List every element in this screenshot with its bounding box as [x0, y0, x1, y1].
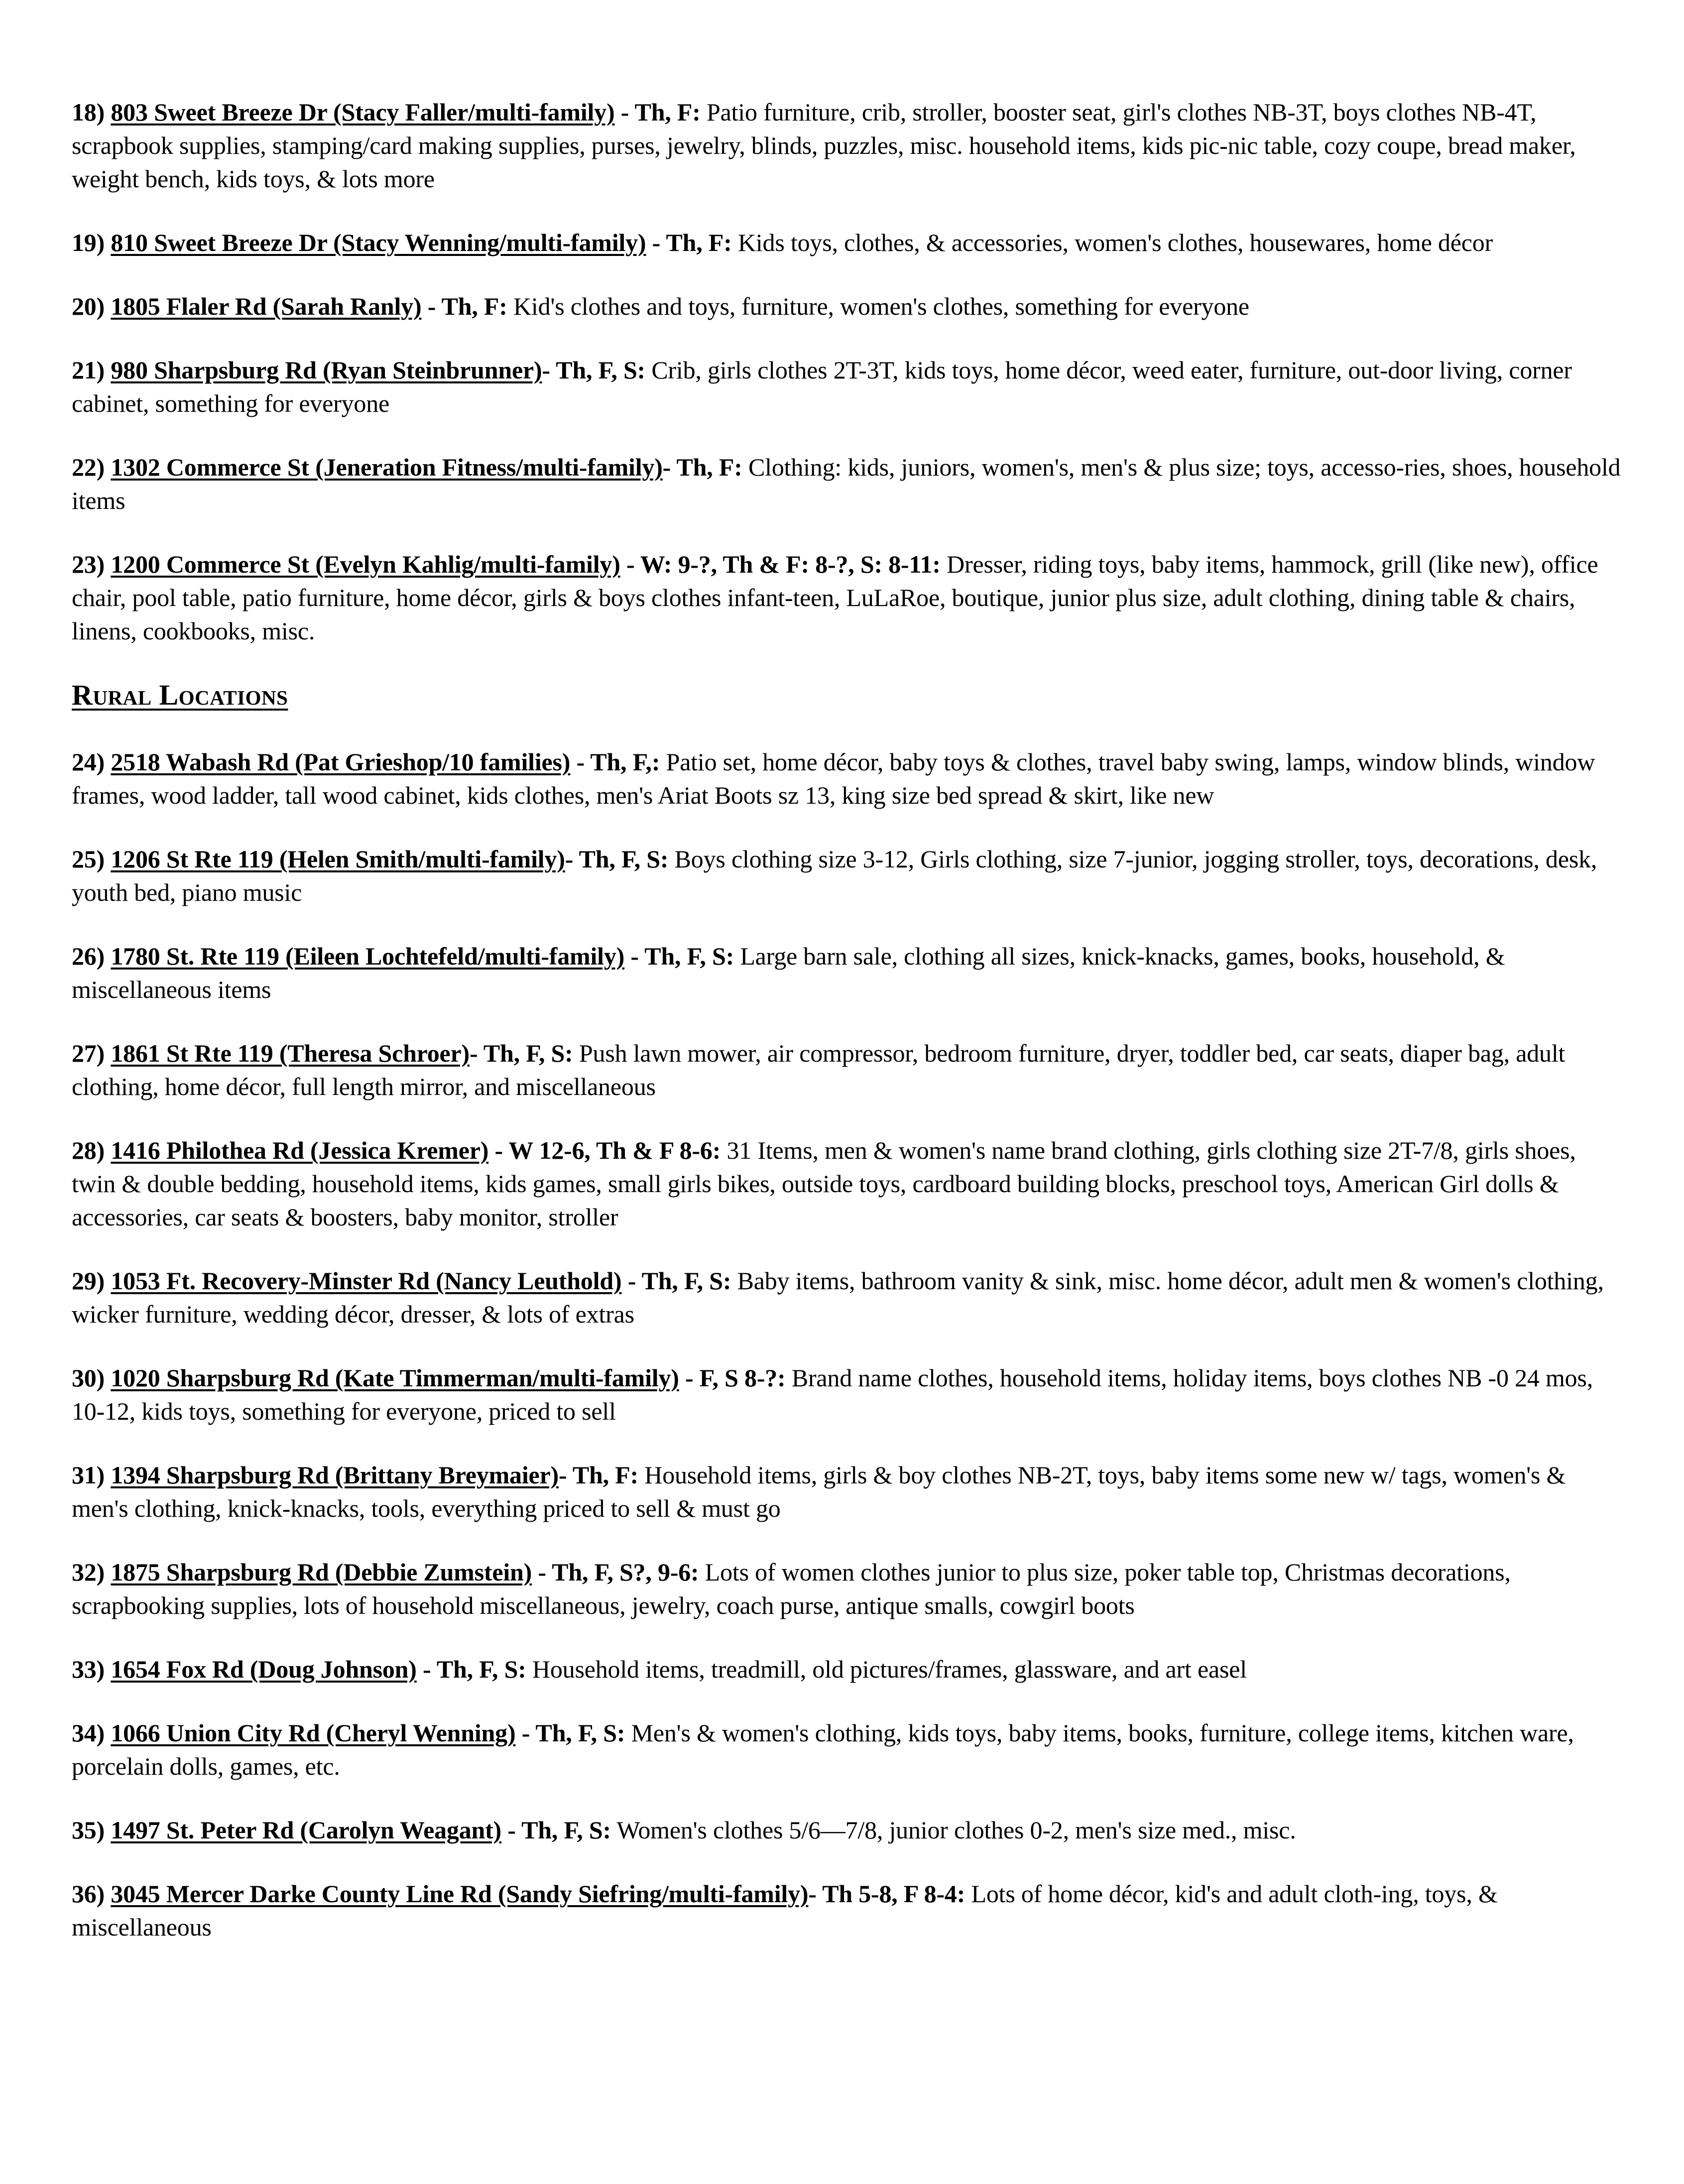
entry-address: 1780 St. Rte 119 (Eileen Lochtefeld/multi-family) — [111, 942, 625, 970]
entry-number: 29) — [72, 1267, 105, 1295]
entry-days: - Th, F, S: — [621, 1267, 731, 1295]
entry-address: 1053 Ft. Recovery-Minster Rd (Nancy Leuthold) — [111, 1267, 622, 1295]
entry-address: 1861 St Rte 119 (Theresa Schroer) — [111, 1039, 470, 1067]
entry-address: 1066 Union City Rd (Cheryl Wenning) — [111, 1719, 516, 1747]
entry-address: 3045 Mercer Darke County Line Rd (Sandy Siefring/multi-family) — [111, 1880, 809, 1908]
sale-entry — [72, 1458, 1625, 1525]
entry-number: 24) — [72, 748, 105, 776]
entry-number: 19) — [72, 229, 105, 256]
entry-number: 23) — [72, 550, 105, 578]
entry-days: - Th, F, S: — [470, 1039, 573, 1067]
entry-number: 36) — [72, 1880, 105, 1908]
entry-days: - Th, F, S: — [542, 356, 646, 384]
entry-address: 1654 Fox Rd (Doug Johnson) — [111, 1655, 417, 1683]
entry-days: - Th, F: — [421, 292, 507, 320]
entry-address: 2518 Wabash Rd (Pat Grieshop/10 families) — [111, 748, 571, 776]
entry-address: 1302 Commerce St (Jeneration Fitness/multi-family) — [111, 453, 663, 481]
entry-days: - Th 5-8, F 8-4: — [808, 1880, 965, 1908]
entry-days: - Th, F: — [646, 229, 732, 256]
entry-address: 1875 Sharpsburg Rd (Debbie Zumstein) — [111, 1558, 532, 1586]
entry-number: 31) — [72, 1461, 105, 1489]
entry-items: 31 Items, men & women's name brand clothing, girls clothing size 2T-7/8, girls shoes, twin & double bedding, household items, kids games, small girls bikes, outside toys, cardboard building blocks, preschool toys, American Girl dolls & accessories, car seats & boosters, baby monitor, stroller — [72, 1136, 1576, 1231]
sale-entry — [72, 354, 1625, 420]
entry-items: Push lawn mower, air compressor, bedroom furniture, dryer, toddler bed, car seats, diaper bag, adult clothing, home décor, full length mirror, and miscellaneous — [72, 1039, 1565, 1100]
entry-number: 26) — [72, 942, 105, 970]
entry-days: - Th, F, S: — [501, 1816, 611, 1844]
entry-number: 33) — [72, 1655, 105, 1683]
garage-sale-listing-page — [72, 96, 1625, 1974]
entry-days: - Th, F: — [662, 453, 742, 481]
entry-items: Dresser, riding toys, baby items, hammock, grill (like new), office chair, pool table, patio furniture, home décor, girls & boys clothes infant-teen, LuLaRoe, boutique, junior plus size, adult clothing, dining table & chairs, linens, cookbooks, misc. — [72, 550, 1598, 645]
entry-number: 20) — [72, 292, 105, 320]
entry-items: Household items, treadmill, old pictures/frames, glassware, and art easel — [526, 1655, 1247, 1683]
entry-items: Women's clothes 5/6—7/8, junior clothes 0-2, men's size med., misc. — [610, 1816, 1296, 1844]
entry-items: Baby items, bathroom vanity & sink, misc. home décor, adult men & women's clothing, wicker furniture, wedding décor, dresser, & lots of extras — [72, 1267, 1604, 1328]
sale-entry — [72, 940, 1625, 1006]
entry-days: - W: 9-?, Th & F: 8-?, S: 8-11: — [620, 550, 941, 578]
sale-entry — [72, 1134, 1625, 1234]
entry-items: Kid's clothes and toys, furniture, women's clothes, something for everyone — [507, 292, 1249, 320]
sale-entry — [72, 548, 1625, 648]
town-entries — [72, 96, 1625, 648]
sale-entry — [72, 1716, 1625, 1783]
entry-number: 21) — [72, 356, 105, 384]
entry-items: Crib, girls clothes 2T-3T, kids toys, home décor, weed eater, furniture, out-door living, corner cabinet, something for everyone — [72, 356, 1572, 417]
entry-days: - Th, F, S: — [624, 942, 734, 970]
entry-items: Lots of women clothes junior to plus size, poker table top, Christmas decorations, scrapbooking supplies, lots of household miscellaneous, jewelry, coach purse, antique smalls, cowgirl boots — [72, 1558, 1511, 1619]
sale-entry — [72, 451, 1625, 517]
entry-items: Lots of home décor, kid's and adult cloth-ing, toys, & miscellaneous — [72, 1880, 1498, 1941]
entry-items: Men's & women's clothing, kids toys, baby items, books, furniture, college items, kitchen ware, porcelain dolls, games, etc. — [72, 1719, 1574, 1780]
sale-entry — [72, 290, 1625, 323]
entry-days: - Th, F: — [558, 1461, 638, 1489]
sale-entry — [72, 1877, 1625, 1944]
sale-entry — [72, 1653, 1625, 1686]
entry-address: 1497 St. Peter Rd (Carolyn Weagant) — [111, 1816, 502, 1844]
entry-items: Household items, girls & boy clothes NB-2T, toys, baby items some new w/ tags, women's & men's clothing, knick-knacks, tools, everything priced to sell & must go — [72, 1461, 1566, 1522]
entry-days: - F, S 8-?: — [679, 1364, 786, 1392]
entry-items: Kids toys, clothes, & accessories, women's clothes, housewares, home décor — [731, 229, 1493, 256]
sale-entry — [72, 1361, 1625, 1428]
entry-number: 27) — [72, 1039, 105, 1067]
entry-days: - Th, F, S: — [515, 1719, 625, 1747]
entry-number: 35) — [72, 1816, 105, 1844]
entry-address: 803 Sweet Breeze Dr (Stacy Faller/multi-family) — [111, 98, 615, 126]
entry-address: 1394 Sharpsburg Rd (Brittany Breymaier) — [111, 1461, 559, 1489]
sale-entry — [72, 1556, 1625, 1622]
entry-number: 22) — [72, 453, 105, 481]
entry-days: - Th, F, S?, 9-6: — [532, 1558, 699, 1586]
entry-address: 1020 Sharpsburg Rd (Kate Timmerman/multi-family) — [111, 1364, 679, 1392]
entry-days: - Th, F, S: — [565, 845, 669, 873]
sale-entry — [72, 1264, 1625, 1331]
entry-days: - Th, F: — [614, 98, 701, 126]
sale-entry — [72, 1814, 1625, 1847]
sale-entry — [72, 745, 1625, 812]
entry-number: 18) — [72, 98, 105, 126]
sale-entry — [72, 96, 1625, 196]
entry-items: Large barn sale, clothing all sizes, knick-knacks, games, books, household, & miscellaneous items — [72, 942, 1505, 1003]
entry-items: Patio set, home décor, baby toys & clothes, travel baby swing, lamps, window blinds, window frames, wood ladder, tall wood cabinet, kids clothes, men's Ariat Boots sz 13, king size bed spread & skirt, like new — [72, 748, 1595, 809]
entry-items: Patio furniture, crib, stroller, booster seat, girl's clothes NB-3T, boys clothes NB-4T, scrapbook supplies, stamping/card making supplies, purses, jewelry, blinds, puzzles, misc. household items, kids pic-nic table, cozy coupe, bread maker, weight bench, kids toys, & lots more — [72, 98, 1576, 193]
entry-days: - Th, F, S: — [416, 1655, 526, 1683]
entry-address: 1206 St Rte 119 (Helen Smith/multi-family) — [111, 845, 565, 873]
entry-items: Boys clothing size 3-12, Girls clothing, size 7-junior, jogging stroller, toys, decorations, desk, youth bed, piano music — [72, 845, 1597, 906]
entry-address: 1416 Philothea Rd (Jessica Kremer) — [111, 1136, 489, 1164]
sale-entry — [72, 1037, 1625, 1103]
entry-number: 25) — [72, 845, 105, 873]
section-heading-rural: Rural Locations — [72, 679, 288, 711]
entry-number: 32) — [72, 1558, 105, 1586]
entry-address: 1805 Flaler Rd (Sarah Ranly) — [111, 292, 422, 320]
entry-items: Clothing: kids, juniors, women's, men's & plus size; toys, accesso-ries, shoes, household items — [72, 453, 1621, 514]
entry-address: 980 Sharpsburg Rd (Ryan Steinbrunner) — [111, 356, 542, 384]
entry-address: 1200 Commerce St (Evelyn Kahlig/multi-family) — [111, 550, 620, 578]
entry-number: 34) — [72, 1719, 105, 1747]
entry-items: Brand name clothes, household items, holiday items, boys clothes NB -0 24 mos, 10-12, kids toys, something for everyone, priced to sell — [72, 1364, 1593, 1425]
entry-number: 30) — [72, 1364, 105, 1392]
entry-number: 28) — [72, 1136, 105, 1164]
sale-entry — [72, 843, 1625, 909]
entry-days: - W 12-6, Th & F 8-6: — [488, 1136, 721, 1164]
sale-entry — [72, 226, 1625, 259]
entry-days: - Th, F,: — [570, 748, 660, 776]
rural-entries — [72, 745, 1625, 1944]
entry-address: 810 Sweet Breeze Dr (Stacy Wenning/multi-family) — [111, 229, 646, 256]
